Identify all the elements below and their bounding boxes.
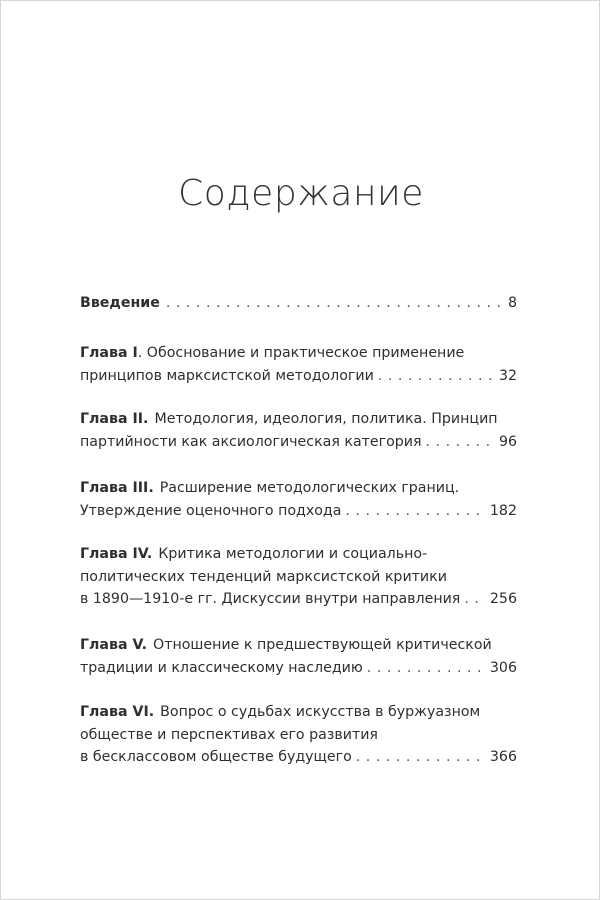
chapter-title-line: принципов марксистской методологии xyxy=(80,367,374,384)
chapter-label: Глава V. xyxy=(80,637,148,653)
page-number: 306 xyxy=(489,659,517,676)
dot-leader xyxy=(356,746,486,769)
chapter-title-line: партийности как аксиологическая категория xyxy=(80,433,422,450)
toc-entry-intro[interactable] xyxy=(80,292,517,315)
toc-entry-chapter-3[interactable] xyxy=(80,477,517,522)
dot-leader xyxy=(378,365,495,388)
page-number: 8 xyxy=(507,295,517,311)
chapter-title-line: в бесклассовом обществе будущего xyxy=(80,749,352,766)
chapter-title-line: Методология, идеология, политика. Принцип xyxy=(154,411,498,427)
chapter-title-line: Вопрос о судьбах искусства в буржуазном xyxy=(160,704,481,720)
toc-entry-chapter-5[interactable] xyxy=(80,634,517,679)
dot-leader xyxy=(464,588,486,611)
page-number: 32 xyxy=(498,367,517,384)
dot-leader xyxy=(345,500,485,523)
chapter-title-line: в 1890—1910-е гг. Дискуссии внутри направления xyxy=(80,591,461,608)
toc-entry-chapter-2[interactable] xyxy=(80,408,517,453)
page-number: 182 xyxy=(489,502,517,519)
chapter-label: Глава IV. xyxy=(80,546,153,562)
chapter-title-line: обществе и перспективах его развития xyxy=(80,726,378,743)
toc-entry-label: Введение xyxy=(80,295,160,311)
page-number: 96 xyxy=(498,433,517,450)
chapter-label: Глава II. xyxy=(80,411,149,427)
toc-entry-chapter-1[interactable] xyxy=(80,342,517,387)
chapter-title-line: Отношение к предшествующей критической xyxy=(153,637,492,653)
toc-entry-chapter-4[interactable] xyxy=(80,543,517,611)
chapter-label: Глава III. xyxy=(80,480,154,496)
chapter-title-line: традиции и классическому наследию xyxy=(80,659,363,676)
dot-leader xyxy=(367,657,486,680)
page-title: Содержание xyxy=(178,173,424,214)
chapter-title-line: Утверждение оценочного подхода xyxy=(80,502,342,519)
dot-leader xyxy=(426,431,495,454)
chapter-title-line: Критика методологии и социально- xyxy=(158,546,428,562)
chapter-label: Глава VI. xyxy=(80,704,155,720)
chapter-title-line: политических тенденций марксистской критики xyxy=(80,568,447,585)
dot-leader xyxy=(166,292,504,315)
chapter-title-line: Расширение методологических границ. xyxy=(159,480,460,496)
page-number: 256 xyxy=(489,591,517,608)
toc-entry-chapter-6[interactable] xyxy=(80,701,517,769)
chapter-label: Глава I xyxy=(80,345,138,361)
chapter-title-line: . Обоснование и практическое применение xyxy=(137,345,465,361)
page-number: 366 xyxy=(489,749,517,766)
